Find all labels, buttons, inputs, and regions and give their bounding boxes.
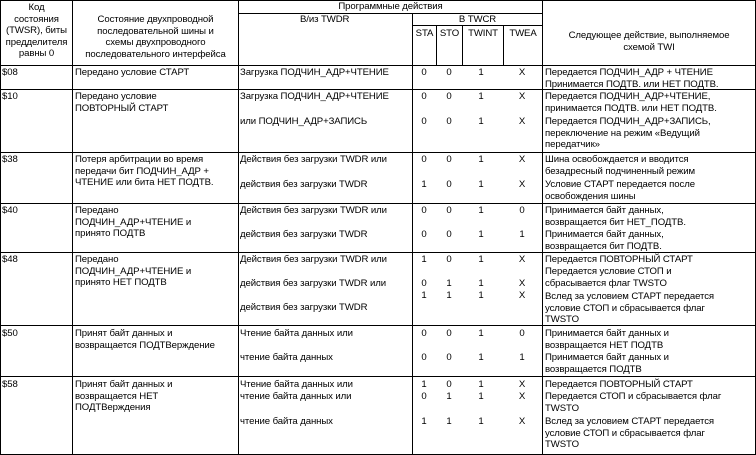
twint-bit: 1 <box>478 229 484 240</box>
next-action: Шина освобождается и вводится безадресный подчиненный режим <box>545 154 695 177</box>
next-action: Передается ПОДЧИН_АДР + ЧТЕНИЕ Принимается ПОДТВ. или НЕТ ПОДТВ. <box>545 67 719 90</box>
sta-bit: 1 <box>421 254 427 265</box>
status-description: Передано ПОДЧИН_АДР+ЧТЕНИЕ и принято НЕТ ПОДТВ <box>75 254 192 289</box>
twdr-action: действия без загрузки TWDR <box>240 302 368 313</box>
twea-bit: 0 <box>519 328 525 339</box>
sto-bit: 0 <box>446 352 452 363</box>
next-action: Принимается байт данных и возвращается ПОДТВ <box>545 352 669 375</box>
sta-bit: 1 <box>421 290 427 301</box>
twdr-action: чтение байта данных <box>240 416 333 427</box>
grid-line <box>238 0 239 455</box>
status-code: $08 <box>2 67 18 78</box>
twint-bit: 1 <box>478 328 484 339</box>
twint-bit: 1 <box>478 352 484 363</box>
next-action: Принимается байт данных, возвращается бит ПОДТВ. <box>545 229 664 252</box>
header-sta: STA <box>415 28 434 39</box>
next-action: Принимается байт данных, возвращается бит НЕТ_ПОДТВ. <box>545 205 686 228</box>
header-state: Состояние двухпроводной последовательной шины и схемы двухпроводного последовательного интерфейса <box>85 14 226 60</box>
next-action: Передается ПОВТОРНЫЙ СТАРТ <box>545 379 693 390</box>
sto-bit: 0 <box>446 67 452 78</box>
twea-bit: X <box>518 379 526 390</box>
grid-line <box>0 152 756 153</box>
status-description: Передано условие ПОВТОРНЫЙ СТАРТ <box>75 91 169 114</box>
sto-bit: 0 <box>446 328 452 339</box>
status-description: Передано условие СТАРТ <box>75 67 190 78</box>
twint-bit: 1 <box>478 416 484 427</box>
sto-bit: 1 <box>446 416 452 427</box>
twdr-action: Действия без загрузки TWDR или <box>240 205 387 216</box>
status-code: $10 <box>2 91 18 102</box>
twint-bit: 1 <box>478 91 484 102</box>
status-description: Потеря арбитрации во время передачи бит ПОДЧИН_АДР + ЧТЕНИЕ или бита НЕТ ПОДТВ. <box>75 154 214 189</box>
twea-bit: X <box>518 278 526 289</box>
twdr-action: Действия без загрузки TWDR или <box>240 154 387 165</box>
header-next: Следующее действие, выполняемое схемой TWI <box>568 30 730 53</box>
sto-bit: 0 <box>446 379 452 390</box>
twea-bit: X <box>518 91 526 102</box>
sta-bit: 0 <box>421 328 427 339</box>
status-code: $48 <box>2 254 18 265</box>
header-twdr: В/из TWDR <box>300 14 350 25</box>
twea-bit: X <box>518 179 526 190</box>
twint-bit: 1 <box>478 290 484 301</box>
twea-bit: 1 <box>519 352 525 363</box>
twea-bit: X <box>518 67 526 78</box>
header-code: Код состояния (TWSR), биты предделителя равны 0 <box>5 2 68 60</box>
twdr-action: Чтение байта данных или <box>240 328 353 339</box>
sta-bit: 0 <box>421 391 427 402</box>
grid-line <box>542 0 543 455</box>
twea-bit: X <box>518 416 526 427</box>
grid-line <box>412 13 413 455</box>
status-description: Передано ПОДЧИН_АДР+ЧТЕНИЕ и принято ПОДТВ <box>75 205 192 240</box>
sta-bit: 0 <box>421 67 427 78</box>
sta-bit: 0 <box>421 205 427 216</box>
sta-bit: 1 <box>421 379 427 390</box>
sto-bit: 1 <box>446 290 452 301</box>
sta-bit: 1 <box>421 179 427 190</box>
twdr-action: Действия без загрузки TWDR или <box>240 254 387 265</box>
twint-bit: 1 <box>478 278 484 289</box>
twdr-action: Загрузка ПОДЧИН_АДР+ЧТЕНИЕ <box>240 67 389 78</box>
twdr-action: или ПОДЧИН_АДР+ЗАПИСЬ <box>240 116 368 127</box>
twint-bit: 1 <box>478 379 484 390</box>
sta-bit: 0 <box>421 154 427 165</box>
grid-line <box>72 0 73 455</box>
status-code: $40 <box>2 205 18 216</box>
twint-bit: 1 <box>478 116 484 127</box>
sto-bit: 0 <box>446 179 452 190</box>
grid-line <box>0 65 756 66</box>
twdr-action: действия без загрузки TWDR <box>240 229 368 240</box>
header-actions: Программные действия <box>338 1 443 12</box>
next-action: Передается условие СТОП и сбрасывается флаг TWSTO <box>545 266 672 289</box>
next-action: Условие СТАРТ передается после освобождения шины <box>545 179 695 202</box>
status-code: $58 <box>2 379 18 390</box>
twint-bit: 1 <box>478 391 484 402</box>
sto-bit: 1 <box>446 391 452 402</box>
next-action: Вслед за условием СТАРТ передается условие СТОП и сбрасывается флаг TWSTO <box>545 291 715 326</box>
next-action: Передается ПОДЧИН_АДР+ЗАПИСЬ, переключение на режим «Ведущий передатчик» <box>545 116 711 151</box>
twea-bit: X <box>518 154 526 165</box>
twint-bit: 1 <box>478 205 484 216</box>
sto-bit: 0 <box>446 154 452 165</box>
sto-bit: 0 <box>446 229 452 240</box>
twint-bit: 1 <box>478 254 484 265</box>
next-action: Передается СТОП и сбрасывается флаг TWSTO <box>545 391 722 414</box>
header-twea: TWEA <box>509 28 537 39</box>
sta-bit: 0 <box>421 116 427 127</box>
sta-bit: 0 <box>421 229 427 240</box>
twint-bit: 1 <box>478 154 484 165</box>
sto-bit: 0 <box>446 91 452 102</box>
sto-bit: 0 <box>446 205 452 216</box>
next-action: Вслед за условием СТАРТ передается условие СТОП и сбрасывается флаг TWSTO <box>545 416 715 451</box>
twea-bit: X <box>518 254 526 265</box>
sto-bit: 1 <box>446 278 452 289</box>
sta-bit: 0 <box>421 278 427 289</box>
header-twint: TWINT <box>468 28 498 39</box>
sta-bit: 0 <box>421 352 427 363</box>
twdr-action: чтение байта данных или <box>240 391 352 402</box>
twdr-action: Загрузка ПОДЧИН_АДР+ЧТЕНИЕ <box>240 91 389 102</box>
sta-bit: 1 <box>421 416 427 427</box>
header-twcr: В TWCR <box>458 14 497 25</box>
twdr-action: действия без загрузки TWDR или <box>240 278 387 289</box>
next-action: Передается ПОВТОРНЫЙ СТАРТ <box>545 254 693 265</box>
grid-line <box>0 376 756 377</box>
twdr-action: действия без загрузки TWDR <box>240 179 368 190</box>
sto-bit: 0 <box>446 254 452 265</box>
next-action: Передается ПОДЧИН_АДР+ЧТЕНИЕ, принимается ПОДТВ. или НЕТ ПОДТВ. <box>545 91 717 114</box>
grid-line <box>0 0 1 455</box>
twea-bit: 1 <box>519 229 525 240</box>
status-description: Принят байт данных и возвращается НЕТ ПОДТВерждения <box>75 379 173 414</box>
twea-bit: X <box>518 391 526 402</box>
status-code: $38 <box>2 154 18 165</box>
next-action: Принимается байт данных и возвращается НЕТ ПОДТВ <box>545 328 669 351</box>
status-description: Принят байт данных и возвращается ПОДТВерждение <box>75 328 215 351</box>
twea-bit: X <box>518 116 526 127</box>
twdr-action: чтение байта данных <box>240 352 333 363</box>
twea-bit: X <box>518 290 526 301</box>
twint-bit: 1 <box>478 67 484 78</box>
sta-bit: 0 <box>421 91 427 102</box>
grid-line <box>0 203 756 204</box>
header-sto: STO <box>439 28 460 39</box>
twea-bit: 0 <box>519 205 525 216</box>
twdr-action: Чтение байта данных или <box>240 379 353 390</box>
status-code: $50 <box>2 328 18 339</box>
twint-bit: 1 <box>478 179 484 190</box>
sto-bit: 0 <box>446 116 452 127</box>
